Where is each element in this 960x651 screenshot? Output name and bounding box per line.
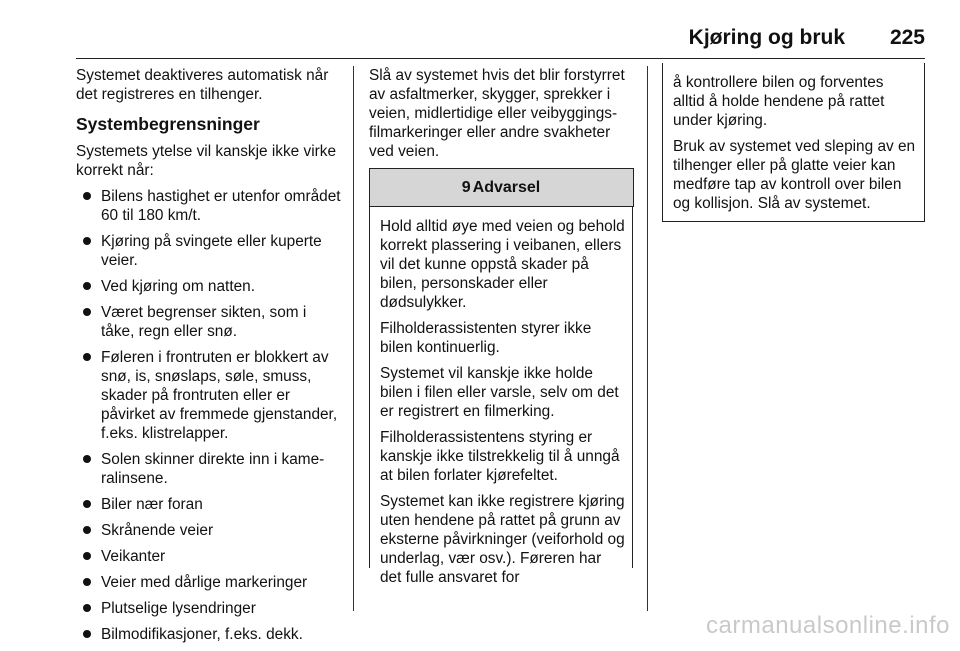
list-item: Bilmodifikasjoner, f.eks. dekk. — [76, 625, 341, 644]
watermark: carmanualsonline.info — [706, 612, 950, 639]
warning-paragraph: Hold alltid øye med veien og behold korrekt plassering i veibanen, ellers vil det kunne oppstå skader på bilen, personskader eller dødsulykker. — [380, 218, 625, 311]
list-item: Bilens hastighet er utenfor området 60 til 180 km/t. — [76, 187, 341, 225]
bullet-icon — [83, 526, 91, 534]
bullet-icon — [83, 578, 91, 586]
bullet-icon — [83, 500, 91, 508]
page-number: 225 — [889, 26, 925, 49]
list-item: Veikanter — [76, 547, 341, 566]
limitations-list — [76, 187, 341, 644]
warning-continuation-box — [662, 63, 925, 222]
bullet-icon — [83, 552, 91, 560]
list-item: Ved kjøring om natten. — [76, 277, 341, 296]
list-item: Plutselige lysendringer — [76, 599, 341, 618]
warning-header — [369, 168, 634, 207]
section-heading: Systembegrensninger — [76, 114, 260, 134]
intro-paragraph: Systemet deaktiveres automatisk når det registreres en tilhenger. — [76, 67, 329, 103]
warning-paragraph: Filholderassistenten styrer ikke bilen kontinuerlig. — [380, 320, 592, 356]
warning-paragraph: å kontrollere bilen og forventes alltid å holde hendene på rattet under kjøring. — [673, 74, 885, 129]
bullet-icon — [83, 282, 91, 290]
column-2 — [369, 66, 633, 586]
list-item: Solen skinner direkte inn i kameralinsene. — [76, 450, 341, 488]
warning-icon: 9 — [461, 179, 471, 196]
warning-paragraph: Systemet vil kanskje ikke holde bilen i filen eller varsle, selv om det er registrert en filmerking. — [380, 365, 619, 420]
bullet-icon — [83, 237, 91, 245]
column-divider-1 — [353, 66, 354, 611]
list-item: Veier med dårlige markeringer — [76, 573, 341, 592]
bullet-icon — [83, 308, 91, 316]
bullet-icon — [83, 353, 91, 361]
page-title: Kjøring og bruk — [688, 26, 845, 49]
list-item: Været begrenser sikten, som i tåke, regn eller snø. — [76, 303, 341, 341]
list-item: Skrånende veier — [76, 521, 341, 540]
limitations-lead: Systemets ytelse vil kanskje ikke virke korrekt når: — [76, 143, 337, 179]
page-header — [76, 22, 925, 59]
bullet-icon — [83, 604, 91, 612]
list-item: Føleren i frontruten er blokkert av snø, is, snøslaps, søle, smuss, skader på frontruten eller er påvirket av fremmede gjenstander, f.eks. klistrelapper. — [76, 348, 341, 443]
warning-paragraph: Systemet kan ikke registrere kjøring uten hendene på rattet på grunn av eksterne påvirkninger (veiforhold og underlag, vær osv.). Føreren har det fulle ansvaret for — [380, 493, 625, 586]
intro-paragraph: Slå av systemet hvis det blir forstyrret av asfaltmerker, skygger, sprekker i veien, midlertidige eller veibyggingsfilmarkeringer eller andre svakheter ved veien. — [369, 67, 625, 160]
bullet-icon — [83, 630, 91, 638]
warning-title: Advarsel — [472, 179, 541, 196]
column-divider-2 — [647, 66, 648, 611]
warning-paragraph: Filholderassistentens styring er kanskje ikke tilstrekkelig til å unngå at bilen forlater kjørefeltet. — [380, 429, 620, 484]
warning-body — [370, 207, 632, 587]
list-item: Biler nær foran — [76, 495, 341, 514]
column-3 — [662, 66, 925, 222]
bullet-icon — [83, 455, 91, 463]
column-1 — [76, 66, 341, 651]
bullet-icon — [83, 192, 91, 200]
list-item: Kjøring på svingete eller kuperte veier. — [76, 232, 341, 270]
warning-paragraph: Bruk av systemet ved sleping av en tilhenger eller på glatte veier kan medføre tap av kontroll over bilen og kollisjon. Slå av systemet. — [673, 138, 916, 212]
warning-box — [369, 168, 633, 586]
